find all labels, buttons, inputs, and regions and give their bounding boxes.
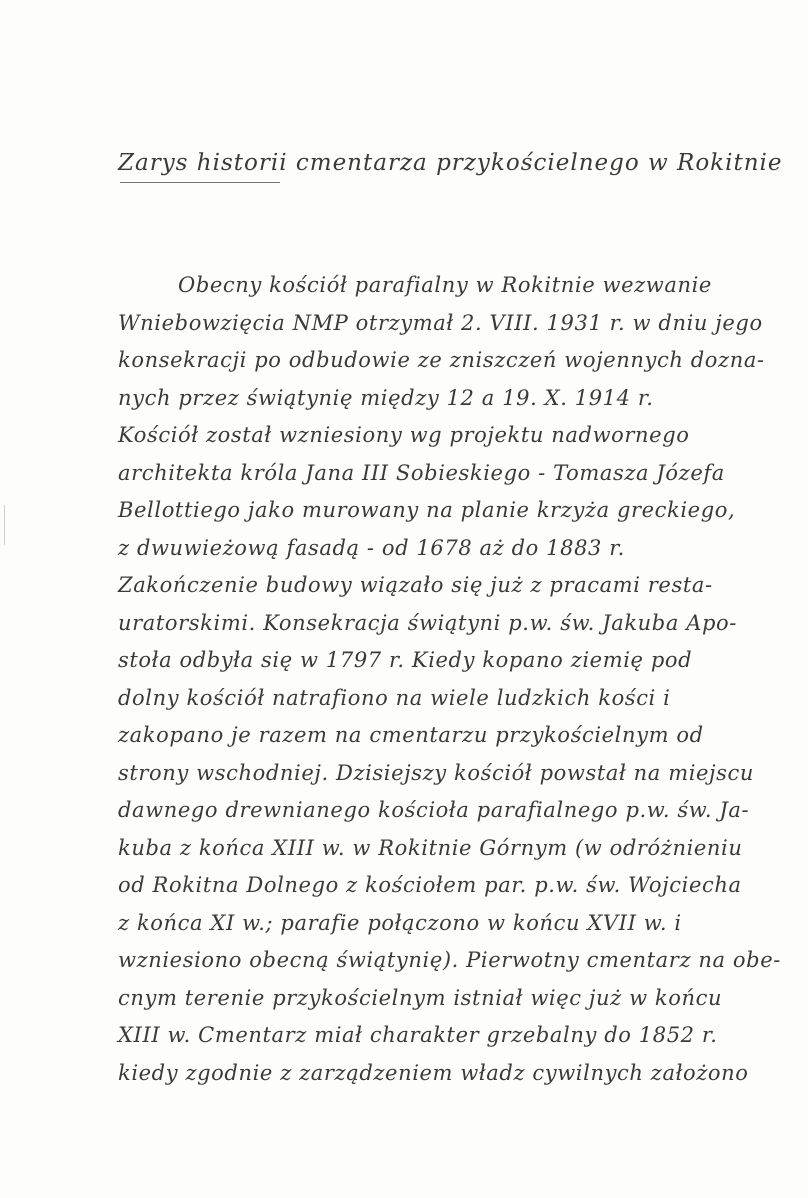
text-line: zakopano je razem na cmentarzu przykościelnym od: [118, 723, 704, 747]
text-line: uratorskimi. Konsekracja świątyni p.w. św. Jakuba Apo-: [118, 610, 737, 635]
text-line: nych przez świątynię między 12 a 19. X. 1914 r.: [118, 385, 654, 410]
text-line: Bellottiego jako murowany na planie krzyża greckiego,: [118, 498, 736, 522]
text-line: z dwuwieżową fasadą - od 1678 aż do 1883 r.: [118, 535, 625, 560]
text-line: Obecny kościół parafialny w Rokitnie wezwanie: [178, 273, 712, 297]
page-edge-mark: [4, 505, 13, 545]
text-line: XIII w. Cmentarz miał charakter grzebalny do 1852 r.: [118, 1023, 718, 1047]
text-line: cnym terenie przykościelnym istniał więc już w końcu: [118, 985, 723, 1010]
text-line: od Rokitna Dolnego z kościołem par. p.w. św. Wojciecha: [118, 873, 742, 897]
document-title: Zarys historii cmentarza przykościelnego w Rokitnie: [118, 150, 783, 176]
text-line: kuba z końca XIII w. w Rokitnie Górnym (w odróżnieniu: [118, 835, 743, 860]
text-line: Kościół został wzniesiony wg projektu nadwornego: [118, 423, 690, 447]
text-line: kiedy zgodnie z zarządzeniem władz cywilnych założono: [118, 1060, 749, 1085]
title-underline: [120, 182, 280, 183]
text-line: dolny kościół natrafiono na wiele ludzkich kości i: [118, 685, 671, 710]
text-line: Zakończenie budowy wiązało się już z pracami resta-: [118, 573, 713, 597]
document-body: [118, 270, 781, 1095]
text-line: konsekracji po odbudowie ze zniszczeń wojennych dozna-: [118, 348, 765, 372]
text-line: strony wschodniej. Dzisiejszy kościół powstał na miejscu: [118, 760, 755, 785]
text-line: Wniebowzięcia NMP otrzymał 2. VIII. 1931 r. w dniu jego: [118, 310, 763, 335]
text-line: dawnego drewnianego kościoła parafialnego p.w. św. Ja-: [118, 798, 750, 822]
text-line: stoła odbyła się w 1797 r. Kiedy kopano ziemię pod: [118, 648, 693, 672]
text-line: architekta króla Jana III Sobieskiego - Tomasza Józefa: [118, 460, 725, 485]
text-line: z końca XI w.; parafie połączono w końcu XVII w. i: [118, 910, 682, 935]
text-line: wzniesiono obecną świątynię). Pierwotny cmentarz na obe-: [118, 948, 781, 972]
